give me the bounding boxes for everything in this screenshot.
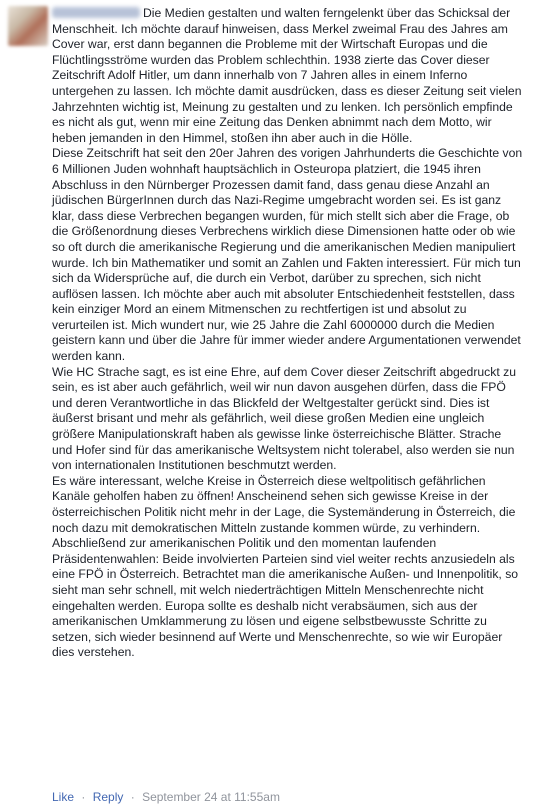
reply-link[interactable]: Reply	[92, 790, 124, 804]
comment-body	[52, 6, 524, 661]
comment-paragraph-4: Es wäre interessant, welche Kreise in Österreich diese weltpolitisch gefährlichen Kanäle geholfen haben zu öffnen! Anscheinend sehen sich gewisse Kreise in der österreichischen Politik nicht mehr in der Lage, die Systemänderung in Österreich, die noch dazu mit demokratischen Mitteln zustande kommen würde, zu verhindern.	[52, 473, 516, 535]
like-link[interactable]: Like	[52, 790, 75, 804]
comment-paragraph-3: Wie HC Strache sagt, es ist eine Ehre, auf dem Cover dieser Zeitschrift abgedruckt zu sein, es ist aber auch gefährlich, weil wir nun davon ausgehen dürfen, dass die FPÖ und deren Verantwortliche in das Blickfeld der Weltgestalter gerückt sind. Dies ist äußerst brisant und mehr als gefährlich, weil diese großen Medien eine ungleich größere Manipulationskraft haben als gewisse linke österreichische Blätter. Strache und Hofer sind für das amerikanische Weltsystem nicht tolerabel, also werden sie nun von internationalen Institutionen beschmutzt werden.	[52, 364, 516, 473]
separator: ·	[130, 790, 135, 804]
author-name[interactable]	[52, 7, 140, 18]
timestamp-link[interactable]: September 24 at 11:55am	[142, 790, 280, 804]
comment-paragraph-1: Die Medien gestalten und walten ferngelenkt über das Schicksal der Menschheit. Ich möchte darauf hinweisen, dass Merkel zweimal Frau des Jahres am Cover war, erst dann begannen die Probleme mit der Wirtschaft Europas und die Flüchtlingsströme wurden das Problem schlechthin. 1938 zierte das Cover dieser Zeitschrift Adolf Hitler, um dann innerhalb von 7 Jahren alles in einem Inferno untergehen zu lassen. Ich möchte damit ausdrücken, dass es dieser Zeitung seit vielen Jahrzehnten wichtig ist, Meinung zu gestalten und zu lenken. Ich persönlich empfinde es nicht als gut, wenn mir eine Zeitung das Denken abnimmt nach dem Motto, wir heben jemanden in den Himmel, stoßen ihn aber auch in die Hölle.	[52, 6, 522, 145]
comment-actions	[52, 790, 280, 804]
comment-paragraph-2: Diese Zeitschrift hat seit den 20er Jahren des vorigen Jahrhunderts die Geschichte von 6 Millionen Juden wohnhaft hauptsächlich in Osteuropa platziert, die 1945 ihren Abschluss in den Nürnberger Prozessen damit fand, dass genau diese Anzahl an jüdischen BürgerInnen durch das Nazi-Regime umgebracht worden sei. Es ist ganz klar, dass diese Verbrechen begangen wurden, für mich stellt sich aber die Frage, ob die Größenordnung dieses Verbrechens wirklich diese Dimensionen hatte oder ob wie so oft durch die amerikanische Regierung und die amerikanischen Medien manipuliert wurde. Ich bin Mathematiker und somit an Zahlen und Fakten interessiert. Für mich tun sich da Widersprüche auf, die durch ein Verbot, darüber zu sprechen, sich nicht auflösen lassen. Ich möchte aber auch mit absoluter Entschiedenheit feststellen, dass kein einziger Mord an einem Mitmenschen zu rechtfertigen ist und absolut zu verurteilen ist. Mich wundert nur, wie 25 Jahre die Zahl 6000000 durch die Medien geistern kann und über die Jahre für immer wieder andere Argumentationen verwendet werden kann.	[52, 146, 523, 364]
avatar[interactable]	[8, 6, 48, 46]
comment-paragraph-5: Abschließend zur amerikanischen Politik und den momentan laufenden Präsidentenwahlen: Beide involvierten Parteien sind viel weiter rechts anzusiedeln als eine FPÖ in Österreich. Betrachtet man die amerikanische Außen- und Innenpolitik, so sieht man sehr schnell, mit welch niederträchtigen Mitteln Menschenrechte nicht eingehalten werden. Europa sollte es deshalb nicht verabsäumen, sich aus der amerikanischen Umklammerung zu lösen und eigene selbstbewusste Schritte zu setzen, sich wieder besinnend auf Werte und Menschenrechte, so wie wir Europäer dies verstehen.	[52, 536, 519, 660]
separator: ·	[81, 790, 86, 804]
